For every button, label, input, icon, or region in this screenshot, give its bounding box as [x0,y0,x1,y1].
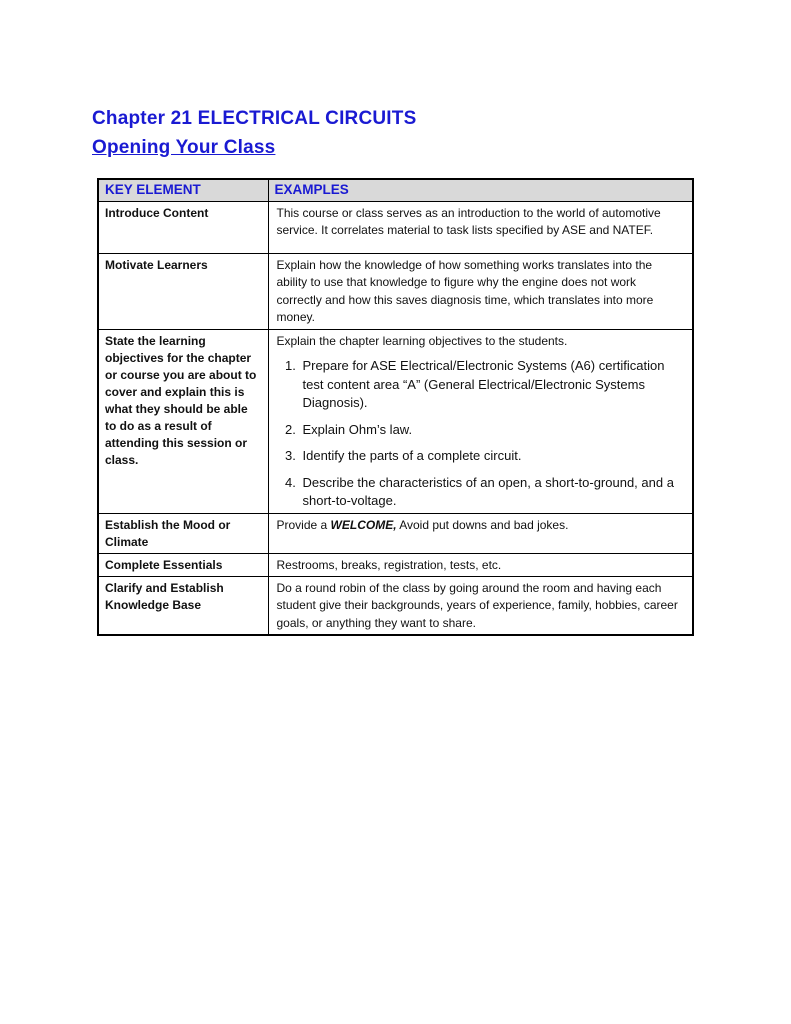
welcome-emphasis: WELCOME, [330,517,397,532]
table-row-complete-essentials [98,553,693,576]
example-cell: Restrooms, breaks, registration, tests, etc. [268,553,693,576]
objective-item: 4. Describe the characteristics of an open, a short-to-ground, and a short-to-voltage. [300,474,685,511]
table-header-row [98,179,693,202]
objectives-intro: Explain the chapter learning objectives to the students. [276,333,568,348]
example-cell: This course or class serves as an introduction to the world of automotive service. It correlates material to task lists specified by ASE and NATEF. [268,202,693,254]
objective-item: 3. Identify the parts of a complete circuit. [300,447,685,466]
example-cell: Explain how the knowledge of how something works translates into the ability to use that knowledge to figure why the engine does not work correctly and how this saves diagnosis time, which translates into more money. [268,254,693,330]
example-cell: Do a round robin of the class by going around the room and having each student give their backgrounds, years of experience, family, hobbies, career goals, or anything they want to share. [268,576,693,635]
chapter-title: Chapter 21 ELECTRICAL CIRCUITS [92,108,417,129]
table-row-clarify-knowledge [98,576,693,635]
key-element-cell: Complete Essentials [98,553,268,576]
key-element-cell: Establish the Mood or Climate [98,513,268,553]
table-row-establish-mood [98,513,693,553]
column-header-key-element: KEY ELEMENT [98,179,268,202]
example-text: Avoid put downs and bad jokes. [396,517,569,532]
example-text: Provide a [276,517,331,532]
column-header-examples: EXAMPLES [268,179,693,202]
table-row-motivate-learners [98,254,693,330]
key-element-cell: Introduce Content [98,202,268,254]
key-element-cell: State the learning objectives for the chapter or course you are about to cover and explain this is what they should be able to do as a result of attending this session or class. [98,329,268,513]
objectives-list [277,357,685,511]
key-element-cell: Motivate Learners [98,254,268,330]
table-row-introduce-content [98,202,693,254]
key-elements-table [97,178,694,636]
objective-item: 2. Explain Ohm’s law. [300,421,685,440]
example-cell [268,513,693,553]
example-cell [268,329,693,513]
section-title: Opening Your Class [92,137,276,158]
objective-item: 1. Prepare for ASE Electrical/Electronic Systems (A6) certification test content area “A” (General Electrical/Electronic Systems Diagnosis). [300,357,685,413]
key-element-cell: Clarify and Establish Knowledge Base [98,576,268,635]
table-row-learning-objectives [98,329,693,513]
